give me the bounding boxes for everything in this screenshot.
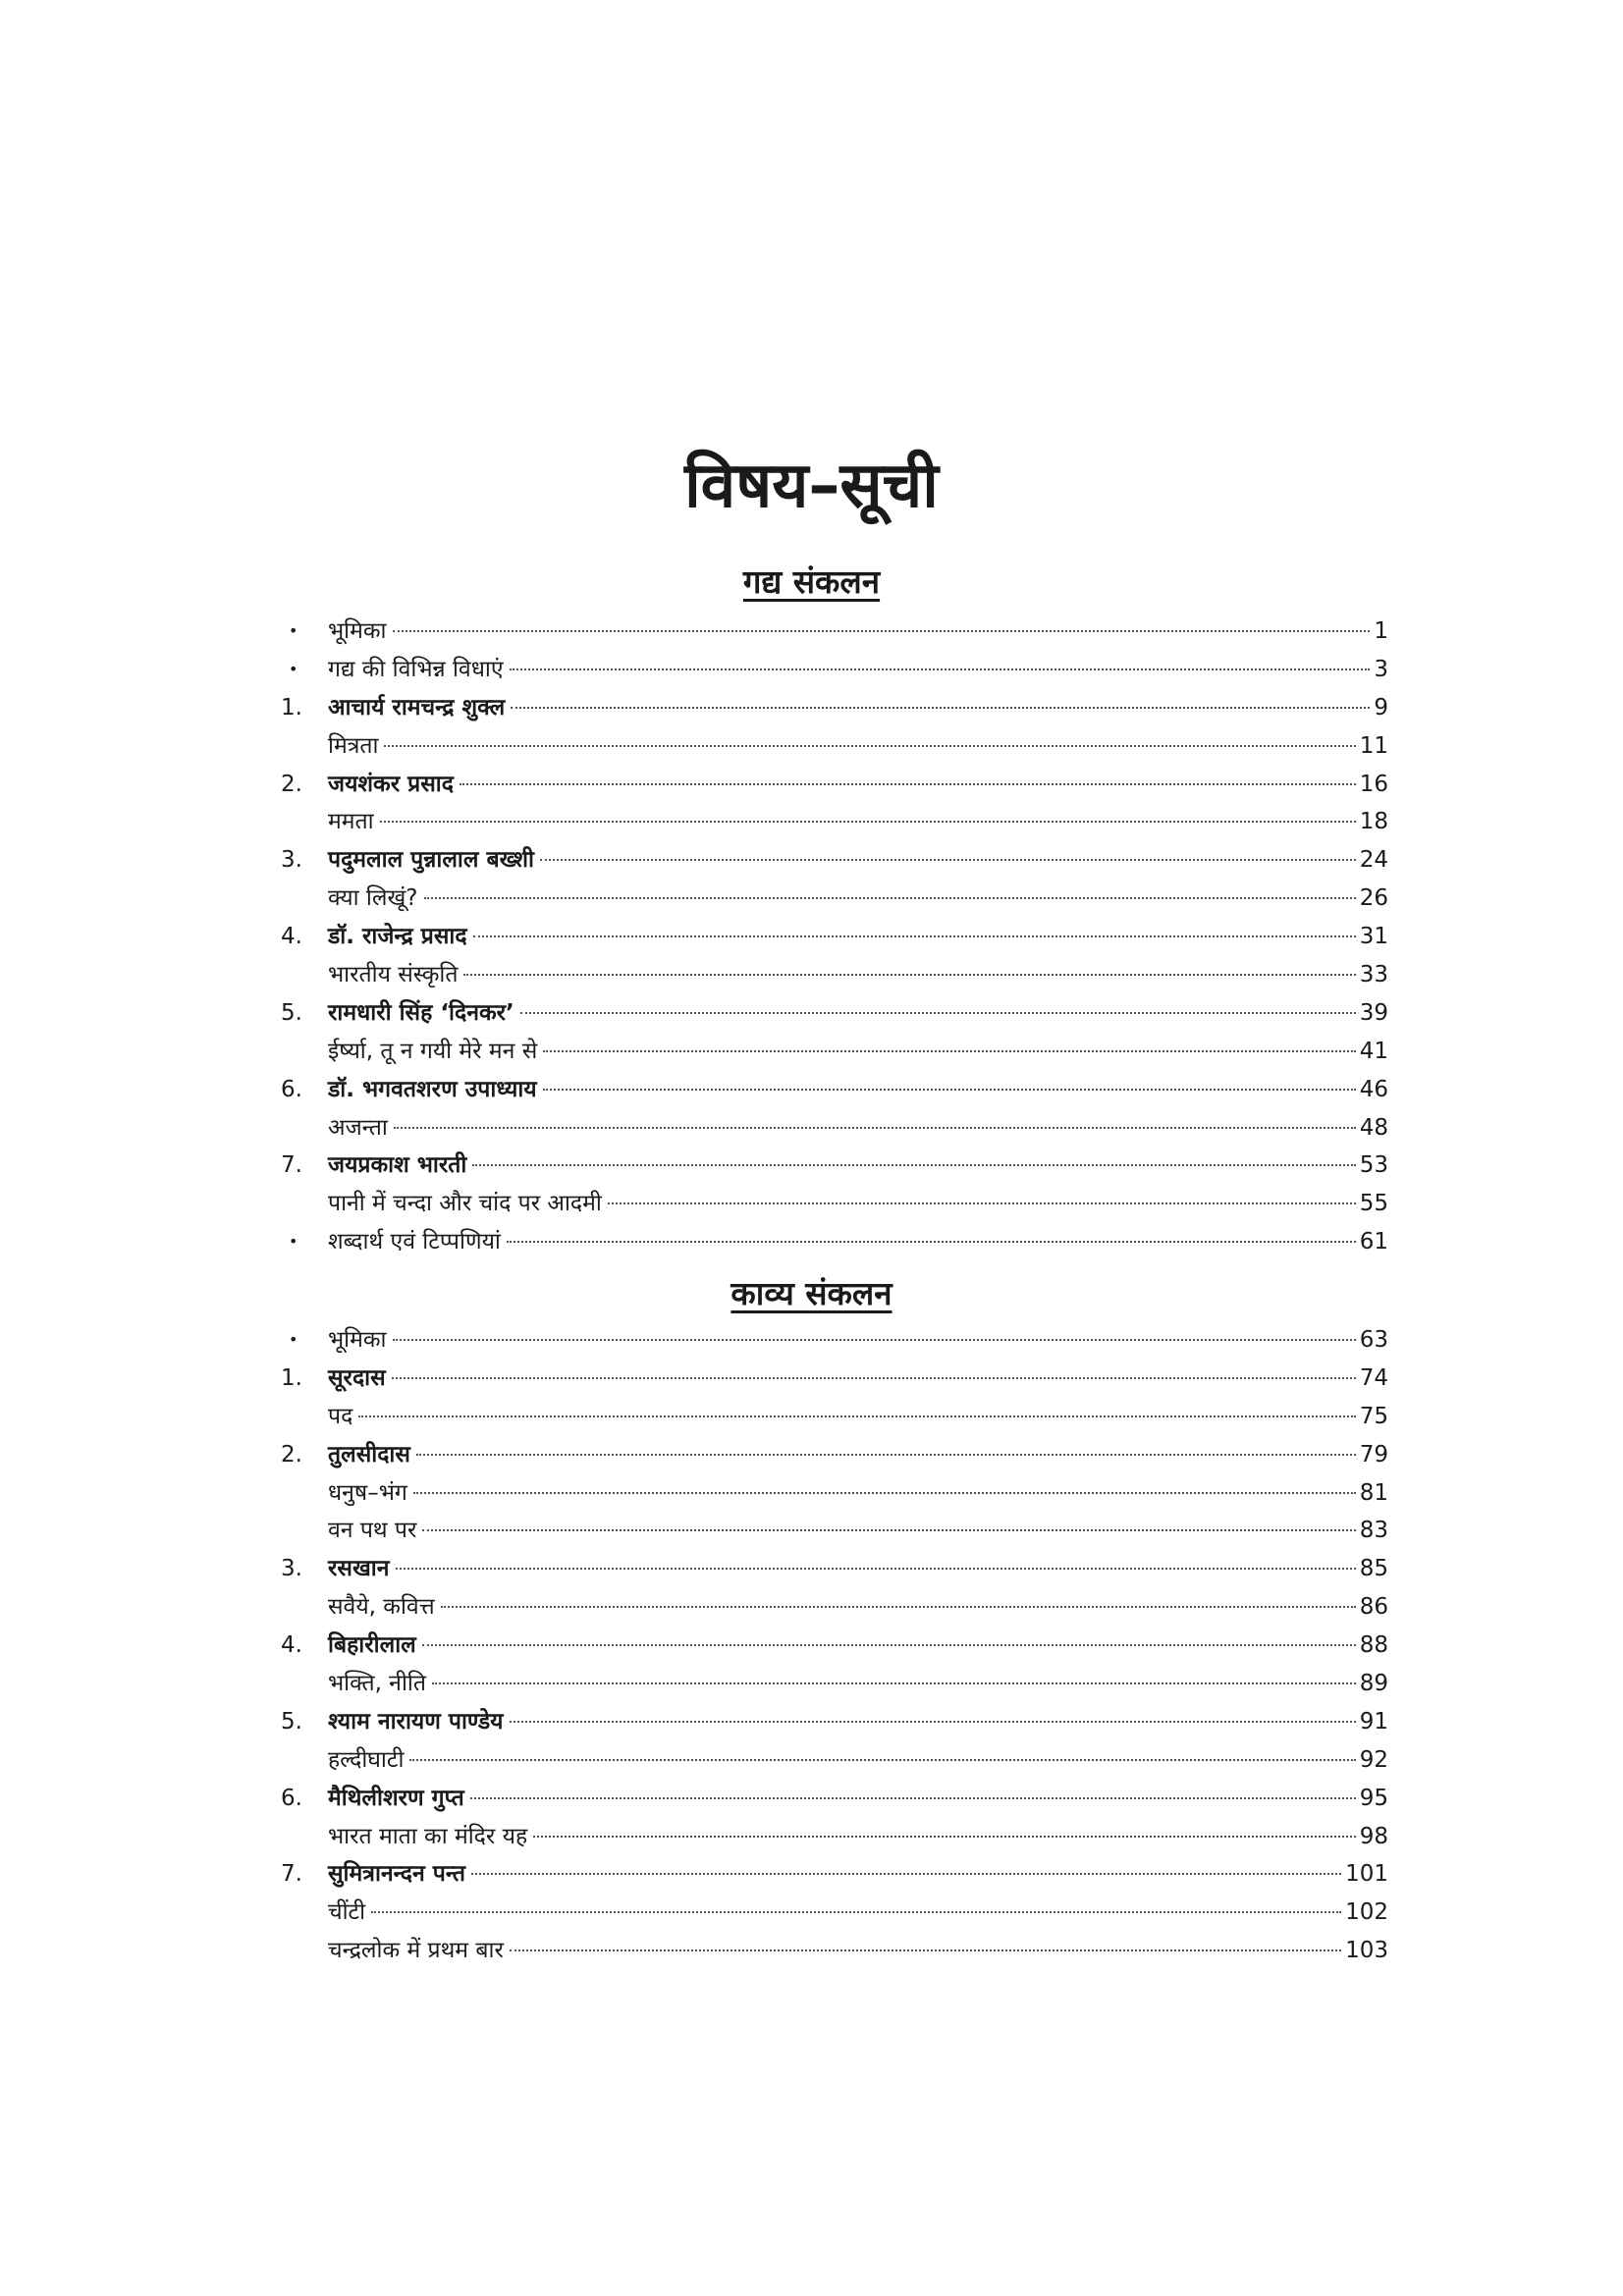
dot-leader <box>393 1339 1356 1341</box>
chapter-title: भूमिका <box>328 618 387 644</box>
author-name: तुलसीदास <box>328 1441 410 1468</box>
toc-entry[interactable] <box>281 1855 1388 1894</box>
dot-leader <box>520 1012 1356 1014</box>
chapter-title: भारतीय संस्कृति <box>328 962 459 988</box>
toc-entry-line <box>328 1474 1388 1513</box>
bullet-marker: • <box>289 1232 298 1252</box>
page-number: 63 <box>1359 1327 1388 1353</box>
toc-entry-line <box>328 1360 1388 1398</box>
bullet-marker: • <box>289 621 298 640</box>
author-name: रसखान <box>328 1556 390 1582</box>
toc-entry[interactable] <box>281 1818 1388 1856</box>
toc-entry[interactable] <box>281 1550 1388 1588</box>
entry-number: 4. <box>281 924 302 950</box>
chapter-title: ईर्ष्या, तू न गयी मेरे मन से <box>328 1038 538 1064</box>
page-number: 83 <box>1359 1518 1388 1544</box>
toc-entry[interactable] <box>281 803 1388 841</box>
dot-leader <box>510 1721 1356 1723</box>
page-number: 89 <box>1359 1671 1388 1697</box>
page-number: 33 <box>1359 962 1388 988</box>
toc-entry[interactable] <box>281 994 1388 1033</box>
toc-entry[interactable] <box>281 651 1388 689</box>
page-number: 41 <box>1359 1038 1388 1064</box>
toc-entry[interactable] <box>281 1071 1388 1109</box>
dot-leader <box>392 1377 1356 1379</box>
toc-entry[interactable] <box>281 1588 1388 1627</box>
page-number: 75 <box>1359 1403 1388 1429</box>
page-number: 55 <box>1359 1191 1388 1217</box>
dot-leader <box>441 1606 1356 1608</box>
page-number: 102 <box>1345 1899 1388 1926</box>
toc-entry[interactable] <box>281 1665 1388 1703</box>
dot-leader <box>413 1492 1356 1494</box>
toc-entry-line <box>328 689 1388 727</box>
toc-entry-line <box>328 880 1388 918</box>
toc-entry[interactable] <box>281 766 1388 804</box>
toc-entry-line <box>328 1147 1388 1185</box>
dot-leader <box>371 1911 1341 1913</box>
dot-leader <box>543 1089 1356 1091</box>
toc-entry[interactable] <box>281 613 1388 651</box>
toc-entry[interactable] <box>281 1474 1388 1513</box>
section-heading-poetry: काव्य संकलन <box>730 1274 893 1312</box>
toc-entry[interactable] <box>281 1512 1388 1550</box>
entry-number: 3. <box>281 847 302 874</box>
dot-leader <box>473 935 1356 937</box>
toc-entry[interactable] <box>281 841 1388 880</box>
dot-leader <box>393 630 1371 632</box>
entry-number: 2. <box>281 771 302 797</box>
page-number: 74 <box>1359 1364 1388 1391</box>
page-number: 92 <box>1359 1746 1388 1773</box>
chapter-title: चींटी <box>328 1899 366 1926</box>
toc-entry-line <box>328 1703 1388 1741</box>
toc-entry-line <box>328 956 1388 994</box>
page-number: 86 <box>1359 1594 1388 1621</box>
dot-leader <box>463 974 1355 976</box>
toc-entry-line <box>328 1855 1388 1894</box>
dot-leader <box>510 668 1371 670</box>
toc-entry[interactable] <box>281 1360 1388 1398</box>
chapter-title: अजन्ता <box>328 1114 388 1141</box>
toc-entry-line <box>328 1741 1388 1780</box>
toc-entry[interactable] <box>281 1703 1388 1741</box>
chapter-title: भूमिका <box>328 1327 387 1353</box>
toc-entry-line <box>328 1818 1388 1856</box>
chapter-title: हल्दीघाटी <box>328 1746 405 1773</box>
page-number: 16 <box>1359 771 1388 797</box>
page-number: 9 <box>1374 694 1388 721</box>
entry-number: 6. <box>281 1076 302 1102</box>
toc-entry[interactable] <box>281 918 1388 956</box>
toc-entry-line <box>328 651 1388 689</box>
section-heading-prose: गद्य संकलन <box>742 562 881 601</box>
entry-number: 3. <box>281 1556 302 1582</box>
author-name: जयप्रकाश भारती <box>328 1152 467 1179</box>
page-number: 81 <box>1359 1479 1388 1506</box>
toc-entry-line <box>328 1185 1388 1223</box>
toc-entry[interactable] <box>281 1033 1388 1071</box>
dot-leader <box>384 745 1355 747</box>
toc-entry[interactable] <box>281 1223 1388 1261</box>
page-number: 91 <box>1359 1708 1388 1735</box>
dot-leader <box>511 707 1370 709</box>
toc-entry[interactable] <box>281 1147 1388 1185</box>
dot-leader <box>416 1454 1356 1456</box>
toc-entry[interactable] <box>281 1321 1388 1360</box>
author-name: पदुमलाल पुन्नालाल बख्शी <box>328 847 534 874</box>
toc-entry-line <box>328 1071 1388 1109</box>
toc-entry-line <box>328 1436 1388 1474</box>
dot-leader <box>409 1759 1355 1761</box>
entry-number: 4. <box>281 1632 302 1659</box>
dot-leader <box>432 1682 1356 1684</box>
dot-leader <box>422 1644 1356 1646</box>
chapter-title: धनुष–भंग <box>328 1479 407 1506</box>
page-number: 85 <box>1359 1556 1388 1582</box>
toc-entry[interactable] <box>281 1436 1388 1474</box>
toc-entry[interactable] <box>281 1627 1388 1665</box>
toc-entry[interactable] <box>281 1780 1388 1818</box>
dot-leader <box>540 859 1356 861</box>
page-number: 26 <box>1359 885 1388 912</box>
chapter-title: चन्द्रलोक में प्रथम बार <box>328 1938 504 1964</box>
toc-entry-line <box>328 1223 1388 1261</box>
page-number: 3 <box>1374 656 1388 682</box>
dot-leader <box>380 821 1356 823</box>
page-number: 1 <box>1374 618 1388 644</box>
entry-number: 5. <box>281 999 302 1026</box>
toc-entry[interactable] <box>281 1932 1388 1970</box>
chapter-title: भारत माता का मंदिर यह <box>328 1823 528 1849</box>
bullet-marker: • <box>289 1330 298 1349</box>
page-number: 39 <box>1359 999 1388 1026</box>
dot-leader <box>471 1873 1341 1875</box>
toc-entry-line <box>328 1780 1388 1818</box>
dot-leader <box>424 897 1356 899</box>
toc-entry[interactable] <box>281 1894 1388 1932</box>
dot-leader <box>507 1241 1356 1243</box>
dot-leader <box>422 1529 1355 1531</box>
toc-entry-line <box>328 613 1388 651</box>
toc-entry[interactable] <box>281 1398 1388 1436</box>
entry-number: 2. <box>281 1441 302 1468</box>
author-name: रामधारी सिंह ‘दिनकर’ <box>328 999 514 1026</box>
toc-entry-line <box>328 727 1388 766</box>
page-number: 18 <box>1359 809 1388 835</box>
entry-number: 7. <box>281 1152 302 1179</box>
author-name: सूरदास <box>328 1364 386 1391</box>
toc-entry-line <box>328 766 1388 804</box>
author-name: डॉ. भगवतशरण उपाध्याय <box>328 1076 537 1102</box>
chapter-title: सवैये, कवित्त <box>328 1594 435 1621</box>
chapter-title: पानी में चन्दा और चांद पर आदमी <box>328 1191 602 1217</box>
page-number: 48 <box>1359 1114 1388 1141</box>
toc-entry-line <box>328 1627 1388 1665</box>
toc-entry-line <box>328 1398 1388 1436</box>
entry-number: 7. <box>281 1861 302 1888</box>
author-name: बिहारीलाल <box>328 1632 416 1659</box>
dot-leader <box>608 1202 1356 1204</box>
toc-entry[interactable] <box>281 727 1388 766</box>
author-name: मैथिलीशरण गुप्त <box>328 1785 464 1811</box>
author-name: आचार्य रामचन्द्र शुक्ल <box>328 694 506 721</box>
chapter-title: भक्ति, नीति <box>328 1671 426 1697</box>
page-number: 95 <box>1359 1785 1388 1811</box>
entry-number: 1. <box>281 694 302 721</box>
toc-entry-line <box>328 841 1388 880</box>
toc-entry-line <box>328 1588 1388 1627</box>
author-name: सुमित्रानन्दन पन्त <box>328 1861 466 1888</box>
toc-entry-line <box>328 1109 1388 1148</box>
toc-entry-line <box>328 803 1388 841</box>
chapter-title: वन पथ पर <box>328 1518 417 1544</box>
page-number: 24 <box>1359 847 1388 874</box>
toc-entry-line <box>328 1321 1388 1360</box>
toc-entry[interactable] <box>281 1741 1388 1780</box>
page-number: 31 <box>1359 924 1388 950</box>
toc-entry-line <box>328 1033 1388 1071</box>
author-name: डॉ. राजेन्द्र प्रसाद <box>328 924 467 950</box>
chapter-title: शब्दार्थ एवं टिप्पणियां <box>328 1229 501 1255</box>
page-number: 11 <box>1359 732 1388 759</box>
toc-entry[interactable] <box>281 1109 1388 1148</box>
dot-leader <box>396 1568 1356 1570</box>
dot-leader <box>394 1127 1356 1129</box>
dot-leader <box>533 1836 1356 1838</box>
bullet-marker: • <box>289 659 298 678</box>
chapter-title: पद <box>328 1403 353 1429</box>
toc-entry[interactable] <box>281 1185 1388 1223</box>
dot-leader <box>510 1949 1341 1951</box>
author-name: जयशंकर प्रसाद <box>328 771 454 797</box>
entry-number: 5. <box>281 1708 302 1735</box>
dot-leader <box>358 1415 1355 1417</box>
entry-number: 1. <box>281 1364 302 1391</box>
toc-list-prose <box>281 613 1388 1261</box>
author-name: श्याम नारायण पाण्डेय <box>328 1708 504 1735</box>
chapter-title: मित्रता <box>328 732 379 759</box>
chapter-title: ममता <box>328 809 374 835</box>
page-number: 53 <box>1359 1152 1388 1179</box>
page-number: 101 <box>1345 1861 1388 1888</box>
toc-entry[interactable] <box>281 880 1388 918</box>
toc-entry-line <box>328 918 1388 956</box>
page-number: 103 <box>1345 1938 1388 1964</box>
entry-number: 6. <box>281 1785 302 1811</box>
dot-leader <box>472 1164 1355 1166</box>
toc-entry-line <box>328 1550 1388 1588</box>
dot-leader <box>543 1050 1355 1052</box>
dot-leader <box>460 783 1356 785</box>
page-number: 98 <box>1359 1823 1388 1849</box>
toc-entry-line <box>328 1665 1388 1703</box>
page-number: 61 <box>1359 1229 1388 1255</box>
chapter-title: गद्य की विभिन्न विधाएं <box>328 656 504 682</box>
toc-entry-line <box>328 1932 1388 1970</box>
toc-entry[interactable] <box>281 689 1388 727</box>
toc-entry-line <box>328 994 1388 1033</box>
toc-entry[interactable] <box>281 956 1388 994</box>
chapter-title: क्या लिखूं? <box>328 885 418 912</box>
toc-list-poetry <box>281 1321 1388 1970</box>
page-number: 88 <box>1359 1632 1388 1659</box>
toc-entry-line <box>328 1894 1388 1932</box>
page-number: 46 <box>1359 1076 1388 1102</box>
toc-entry-line <box>328 1512 1388 1550</box>
dot-leader <box>470 1797 1356 1799</box>
page-title: विषय–सूची <box>684 450 939 522</box>
page-number: 79 <box>1359 1441 1388 1468</box>
